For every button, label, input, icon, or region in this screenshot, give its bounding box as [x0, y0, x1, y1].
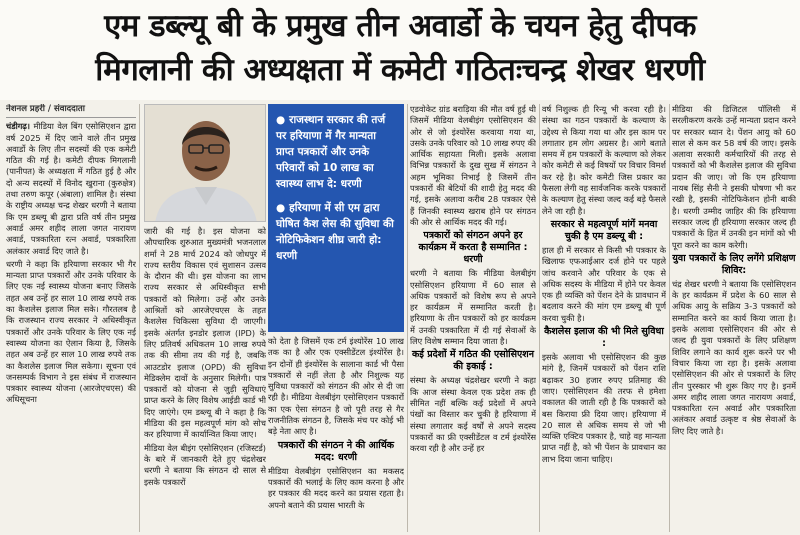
subheading: कैशलेस इलाज की भी मिले सुविधा : — [544, 326, 664, 350]
highlight-text: राजस्थान सरकार की तर्ज पर हरियाणा में गैर मान्यता प्राप्त पत्रकारों और उनके परिवारों को 10 लाख का स्वास्थ्य लाभ दे: धरणी — [276, 114, 386, 190]
paragraph: को देता है जिसमें एक टर्म इंश्योरेंस 10 लाख तक का है और एक एक्सीडेंटल इंश्योरेंस है। इन दोनों ही इंश्योरेंस के सालाना कार्ड भी पैसा पत्रकारों से नहीं लेता है और निशुल्क यह सुविधा पत्रकारों को संगठन की ओर से दी जा रही है। मीडिया वेलबीइंग एसोसिएशन पत्रकारों का एक ऐसा संगठन है जो पूरी तरह से गैर राजनीतिक संगठन है, जिसके मंच पर कोई भी बड़े नेता आए है। — [268, 336, 404, 437]
column-3 — [268, 336, 404, 532]
column-2 — [144, 226, 266, 532]
subheading: पत्रकारों को संगठन अपने हर कार्यक्रम में करता है सम्मानित : धरणी — [418, 230, 528, 266]
column-divider — [539, 104, 540, 532]
paragraph: धरणी ने कहा कि हरियाणा सरकार भी गैर मान्यता प्राप्त पत्रकारों और उनके परिवार के लिए एक नई स्वास्थ्य योजना बनाए जिसके तहत अब उन्हें हर साल 10 लाख रुपये तक का कैशलेस इलाज मिल सके। गौरतलब है कि राजस्थान राज्य सरकार ने अधिस्वीकृत पत्रकारों और उनके परिवार के लिए एक नई स्वास्थ्य योजना का ऐलान किया है, जिसके तहत अब उन्हें हर साल 10 लाख रुपये तक का कैशलेस इलाज मिल सकेगा। सूचना एवं जनसम्पर्क विभाग ने इस संबंध में राजस्थान पत्रकार स्वास्थ्य योजना (आरजेएचएस) की अधिसूचना — [6, 258, 136, 405]
paragraph — [6, 121, 136, 257]
subheading: कई प्रदेशों में गठित की एसोसिएशन की इकाई : — [411, 349, 535, 373]
paragraph: चंद्र शेखर धरणी ने बताया कि एसोसिएशन के हर कार्यक्रम में प्रदेश के 60 साल से अधिक आयु के सक्रिय 3-3 पत्रकारों को सम्मानित करने का कार्य किया जाता है। इसके अलावा एसोसिएशन की ओर से जल्द ही युवा पत्रकारों के लिए प्रशिक्षण शिविर लगाने का कार्य शुरू करने पर भी विचार किया जा रहा है। इसके अलावा एसोसिएशन की ओर से पत्रकारों के लिए तीन पुरस्कार भी शुरू किए गए है। इनमें अमर शहीद लाला जगत नारायण अवार्ड, पत्रकारिता रत्न अवार्ड और पत्रकारिता अलंकार अवार्ड उत्कृष्ट व श्रेष्ठ सेवाओं के लिए दिए जाते है। — [672, 278, 796, 436]
column-divider — [669, 104, 670, 532]
subheading: सरकार से महत्वपूर्ण मांगें मनवा चुकी है एम डब्ल्यू बी : — [550, 218, 658, 242]
dateline: चंडीगढ़। — [6, 121, 31, 132]
article-body — [6, 104, 796, 532]
column-divider — [407, 104, 408, 532]
paragraph: एडवोकेट ग्रांड बराड़िया की मौत वर्ष हुई थी जिसमें मीडिया वेलबीइंग एसोसिएशन की ओर से जो इंश्योरेंस करवाया गया था, उसके उनके परिवार को 10 लाख रुपए की आर्थिक सहायता मिली। इसके अलावा विभिन्न पत्रकारों के दुख सुख में संगठन ने अहम भूमिका निभाई है जिसमें तीन पत्रकारों की बेटियों की शादी हेतु मदद की गई, इसके अलावा करीब 28 पत्रकार ऐसे हैं जिनकी स्वास्थ्य खराब होने पर संगठन की ओर से आर्थिक मदद की गई। — [410, 104, 536, 227]
subheading: युवा पत्रकारों के लिए लगेंगे प्रशिक्षण शिविर: — [672, 252, 796, 276]
person-photo-icon — [145, 105, 266, 222]
paragraph: संस्था के अध्यक्ष चंद्रशेखर धरणी ने कहा कि आज संस्था केवल एक प्रदेश तक ही सीमित नहीं बल्कि कई प्रदेशों में अपने पंखों का विस्तार कर चुकी है हरियाणा में संस्था लगातार कई वर्षों से अपने सदस्य पत्रकारों का फ्री एक्सीडेंटल व टर्म इंश्योरेंस करवा रही है और उन्हें हर — [410, 375, 536, 454]
paragraph: मीडिया की डिजिटल पॉलिसी में सरलीकरण करके उन्हें मान्यता प्रदान करने पर सरकार ध्यान दे। पेंशन आयु को 60 साल से कम कर 58 वर्ष की जाए। इसके अलावा सरकारी कर्मचारियों की तरह से पत्रकारों को भी कैशलेस इलाज की सुविधा प्रदान की जाए। जो कि एम हरियाणा नायब सिंह सैनी ने इसकी घोषणा भी कर रखी है, इसकी नोटिफिकेशन होनी बाकी है। धरणी उम्मीद जाहिर की कि हरियाणा सरकार जल्द ही हरियाणा सरकार जल्द ही पत्रकारों के हित में उनकी इन मांगों को भी पूरा करने का काम करेगी। — [672, 104, 796, 250]
column-4 — [410, 104, 536, 532]
highlight-point — [276, 112, 396, 192]
highlight-point — [276, 200, 396, 264]
headline — [0, 0, 800, 100]
column-6 — [672, 104, 796, 532]
paragraph-text: मीडिया वेल बिंग एसोसिएशन द्वारा वर्ष 2025 में दिए जाने वाले तीन प्रमुख अवार्डो के लिए तीन सदस्यों की एक कमेटी गठित की गई है। कमेटी दीपक मिगलानी (पानीपत) के अध्यक्षता में गठित हुई है और दो अन्य सदस्यों में विनोद खुराना (कुरुक्षेत्र) तथा तरुण कपूर (अंबाला) शामिल है। संस्था के राष्ट्रीय अध्यक्ष चन्द्र शेखर धरणी ने बताया कि एम डब्ल्यू बी द्वारा प्रति वर्ष तीन प्रमुख अवार्ड अमर शहीद लाला जगत नारायण अवार्ड, पत्रकारिता रत्न अवार्ड, पत्रकारिता अलंकार अवार्ड दिए जाते है। — [6, 121, 136, 256]
headline-line-2: मिगलानी की अध्यक्षता में कमेटी गठितःचन्द्र शेखर धरणी — [95, 52, 705, 88]
paragraph: जारी की गई है। इस योजना को औपचारिक शुरुआत मुख्यमंत्री भजनलाल शर्मा ने 28 मार्च 2024 को जोधपुर में राज्य स्तरीय विकास एवं सुशासन उत्सव के दौरान की थी। इस योजना का लाभ राज्य सरकार से अधिस्वीकृत सभी पत्रकारों को मिलेगा। उन्हें और उनके आश्रितों को आरजेएचएस के तहत कैशलेस चिकित्सा सुविधा दी जाएगी। इसके अंतर्गत इनडोर इलाज (IPD) के लिए प्रतिवर्ष अधिकतम 10 लाख रुपये तक की सीमा तय की गई है, जबकि आउटडोर इलाज (OPD) की सुविधा मेडिक्लेम दावों के अनुसार मिलेगी। पात्र पत्रकारों को योजना से जुड़ी सुविधाएं प्राप्त करने के लिए विशेष आईडी कार्ड भी दिए जाएंगे। एम डब्ल्यू बी ने कहा है कि मीडिया की इस महत्वपूर्ण मांग को सोच कर हरियाणा में कार्यान्वित किया जाए। — [144, 226, 266, 440]
highlight-box — [268, 104, 404, 332]
column-1 — [6, 104, 136, 532]
paragraph: इसके अलावा भी एसोसिएशन की कुछ मांगे है, जिनमें पत्रकारों को पेंशन राशि बढ़ाकर 30 हजार रुपए प्रतिमाह की जाए। एसोसिएशन की तरफ से हमेशा वकालत की जाती रही है कि पत्रकारों को बस किराया फ्री दिया जाए। हरियाणा में 20 साल से अधिक समय से जो भी व्यक्ति एक्टिव पत्रकार है, चाहे वह मान्यता प्राप्त नहीं है, को भी पेंशन के प्रावधान का लाभ दिया जाना चाहिए। — [542, 352, 666, 464]
highlight-text: हरियाणा में सी एम द्वारा घोषित कैश लेस की सुविधा की नोटिफिकेशन शीघ्र जारी हो: धरणी — [276, 202, 394, 262]
subheading: पत्रकारों की संगठन ने की आर्थिक मदद: धरणी — [277, 439, 395, 463]
paragraph: मीडिया वेलबीइंग एसोसिएशन का मकसद पत्रकारों की भलाई के लिए काम करना है और हर पत्रकार की मदद करने का प्रयास रहता है। अपनो बताने की प्रयास भारती के — [268, 465, 404, 510]
column-5 — [542, 104, 666, 532]
bullet-icon: ● — [276, 114, 286, 126]
column-divider — [139, 104, 140, 532]
bullet-icon: ● — [276, 202, 286, 214]
author-photo — [144, 104, 266, 222]
paragraph: धरणी ने बताया कि मीडिया वेलबीइंग एसोसिएशन हरियाणा में 60 साल से अधिक पत्रकारों को विशेष रूप से अपने हर कार्यक्रम में सम्मानित करती है। हरियाणा के तीन पत्रकारों को हर कार्यक्रम में उनकी पत्रकारिता में दी गई सेवाओं के लिए विशेष सम्मान दिया जाता है। — [410, 268, 536, 347]
paragraph: मीडिया वेल बीइंग एसोसिएशन (रजिस्टर्ड) के बारे में जानकारी देते हुए चंद्रशेखर धरणी ने बताया कि संगठन दो साल से इसके पत्रकारों — [144, 442, 266, 487]
paragraph: वर्ष निशुल्क ही रिन्यू भी करवा रही है। संस्था का गठन पत्रकारों के कल्याण के उद्देश्य से किया गया था और इस काम पर लगातार हम लोग अग्रसर है। आगे बताते समय में हम पत्रकारों के कल्याण को लेकर कोर कमेटी से कई विषयों पर विचार विमर्श कर रहे है। कोर कमेटी जिस प्रकार का फैसला लेगी वह सार्वजनिक करके पत्रकारों के कल्याण हेतु संस्था जल्द कई बड़े फैसले लेने जा रही है। — [542, 104, 666, 216]
headline-line-1: एम डब्ल्यू बी के प्रमुख तीन अवार्डो के चयन हेतु दीपक — [104, 8, 696, 44]
byline: नेशनल प्रहरी / संवाददाता — [6, 104, 136, 118]
paragraph: हाल ही में सरकार से किसी भी पत्रकार के खिलाफ एफआईआर दर्ज होने पर पहले जांच करवाने और परिवार के एक से अधिक सदस्य के मीडिया में होने पर केवल एक ही व्यक्ति को पेंशन देने के प्रावधान में बदलाव करने की मांग एम डब्ल्यू बी पूर्ण करवा चुकी है। — [542, 244, 666, 323]
